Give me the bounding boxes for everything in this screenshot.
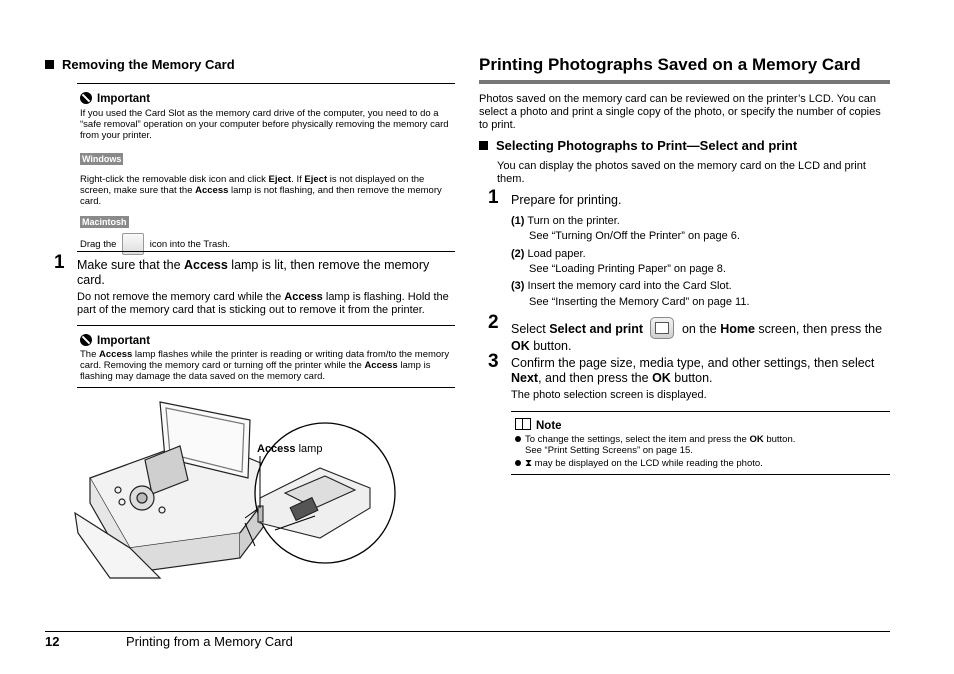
substep-2-ref: See “Loading Printing Paper” on page 8. [529, 263, 726, 275]
section-heading-text: Removing the Memory Card [62, 57, 235, 72]
important-box-2 [80, 334, 454, 382]
footer-section-title: Printing from a Memory Card [126, 634, 293, 649]
step-2-number: 2 [488, 312, 499, 333]
note-bullet-1-ref: See “Print Setting Screens” on page 15. [525, 445, 693, 456]
mac-instructions: Drag the icon into the Trash. [80, 233, 454, 257]
substep-3: (3) Insert the memory card into the Card Slot. [511, 280, 732, 292]
note-bullet-2: ⧗ may be displayed on the LCD while reading the photo. [515, 458, 885, 469]
step-3-number: 3 [488, 351, 499, 372]
step-1-text: Make sure that the Access lamp is lit, then remove the memory card. [77, 258, 430, 287]
substep-1-ref: See “Turning On/Off the Printer” on page 6. [529, 230, 740, 242]
divider [77, 83, 455, 84]
step-1-number-right: 1 [488, 187, 499, 208]
note-icon [515, 418, 531, 430]
title-underline [479, 80, 890, 84]
note-bullet-1: To change the settings, select the item and press the OK button. See “Print Setting Screens” on page 15. [515, 434, 885, 456]
divider [511, 411, 890, 412]
windows-logo-icon: Windows [82, 154, 122, 164]
bullet-icon [515, 436, 521, 442]
substep-2: (2) Load paper. [511, 248, 586, 260]
substep-1: (1) Turn on the printer. [511, 215, 620, 227]
important-title: Important [97, 335, 151, 347]
access-lamp-callout: Access lamp [257, 443, 323, 455]
divider [77, 251, 455, 252]
important-text: The Access lamp flashes while the printer is reading or writing data from/to the memory card. Removing the memory card or turning off the printer while the Access lamp is flashing may damage the data saved on the memory card. [80, 349, 450, 382]
subheading-select-and-print [479, 138, 797, 153]
printer-illustration [70, 398, 460, 580]
step-3-text: Confirm the page size, media type, and other settings, then select Next, and then press the OK button. [511, 356, 875, 385]
divider [77, 387, 455, 388]
important-heading [80, 334, 454, 348]
note-title: Note [536, 420, 562, 432]
step-3-sub: The photo selection screen is displayed. [511, 389, 707, 401]
important-text: If you used the Card Slot as the memory card drive of the computer, you need to do a “safe removal” operation on your computer before physically removing the memory card from your printer. [80, 108, 449, 141]
mac-badge-row [80, 212, 454, 230]
substep-3-ref: See “Inserting the Memory Card” on page 11. [529, 296, 750, 308]
windows-badge-row [80, 149, 454, 167]
important-icon [80, 92, 92, 104]
divider [511, 474, 890, 475]
section-heading-removing [45, 57, 235, 72]
intro-text: Photos saved on the memory card can be reviewed on the printer’s LCD. You can select a photo and print a single copy of the photo, or specify the number of copies to print. [479, 93, 881, 131]
step-1-number: 1 [54, 252, 65, 273]
hourglass-icon: ⧗ [525, 458, 533, 469]
important-icon [80, 334, 92, 346]
sub-intro: You can display the photos saved on the memory card on the LCD and print them. [497, 160, 866, 185]
step-2-text: Select Select and print on the Home screen, then press the OK button. [511, 317, 891, 354]
macintosh-logo-icon: Macintosh [82, 217, 127, 227]
divider [77, 325, 455, 326]
memory-card-disk-icon [122, 233, 144, 255]
subheading-text: Selecting Photographs to Print—Select and print [496, 138, 798, 153]
square-bullet-icon [45, 60, 54, 69]
page-number: 12 [45, 634, 60, 649]
important-title: Important [97, 93, 151, 105]
step-1-note: Do not remove the memory card while the Access lamp is flashing. Hold the part of the memory card that is sticking out to remove it from the printer. [77, 291, 449, 316]
bullet-icon [515, 460, 521, 466]
important-box-1 [80, 92, 454, 257]
step-1-text-right: Prepare for printing. [511, 193, 622, 207]
footer-rule [45, 631, 890, 632]
note-heading [515, 418, 562, 432]
important-heading [80, 92, 454, 106]
select-and-print-icon [650, 317, 674, 339]
square-bullet-icon [479, 141, 488, 150]
windows-instructions: Right-click the removable disk icon and click Eject. If Eject is not displayed on the screen, make sure that the Access lamp is not flashing, and then remove the memory card. [80, 174, 442, 207]
page-title: Printing Photographs Saved on a Memory Card [479, 55, 861, 74]
